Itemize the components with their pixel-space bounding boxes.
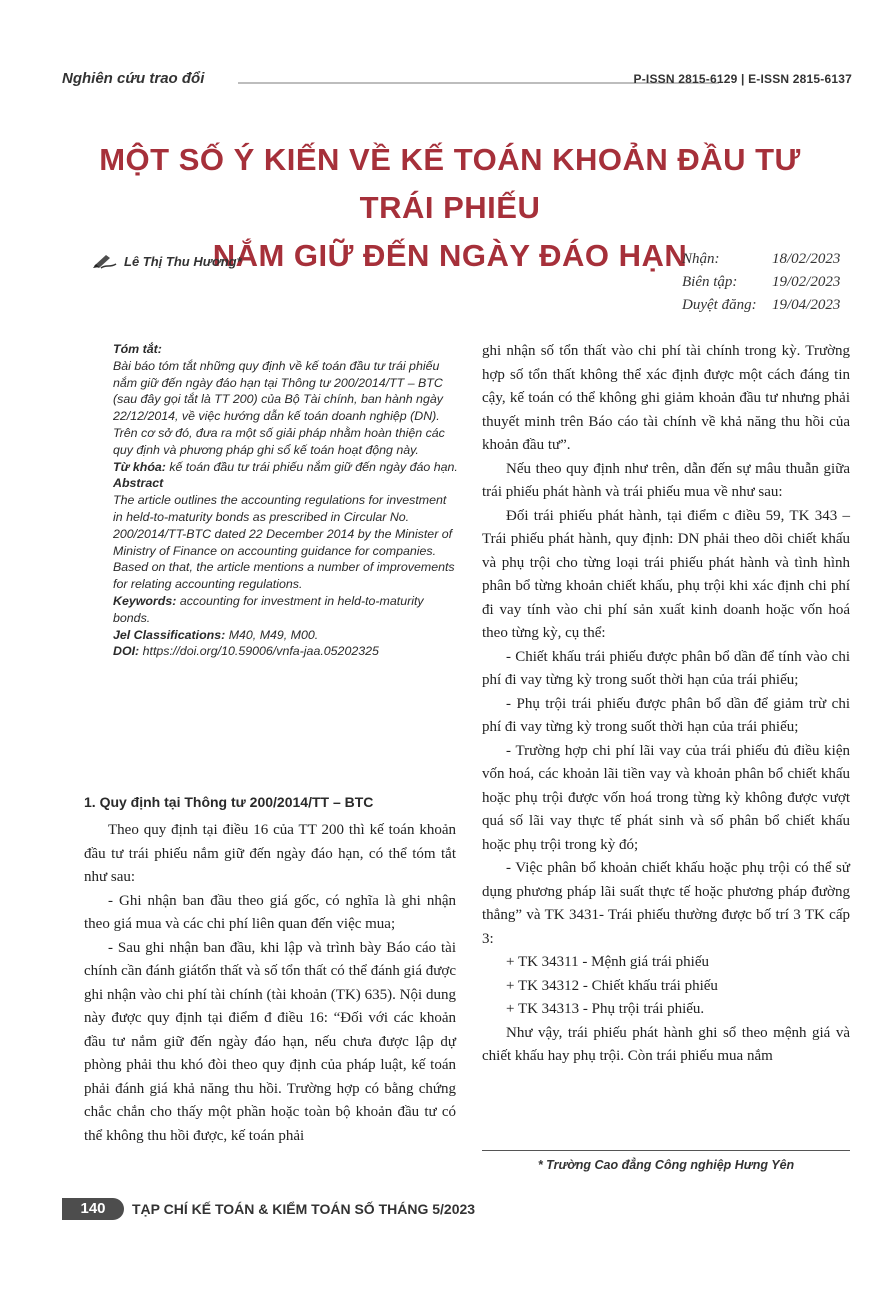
section-heading: 1. Quy định tại Thông tư 200/2014/TT – BTC: [84, 794, 374, 810]
pen-icon: [92, 252, 118, 270]
author-affiliation: * Trường Cao đẳng Công nghiệp Hưng Yên: [537, 1158, 795, 1172]
body-paragraph: - Trường hợp chi phí lãi vay của trái phiếu đủ điều kiện vốn hoá, các khoản lãi tiền vay và khoản phân bổ chiết khấu hoặc phụ trội được vốn hoá trong từng kỳ không được vượt quá số lãi vay thực tế phát sinh và số phân bổ chiết khấu hoặc phụ trội trong kỳ đó;: [482, 742, 850, 853]
keywords-en-label: Keywords:: [113, 593, 177, 608]
keywords-en-text: accounting for investment in held-to-maturity bonds.: [113, 593, 424, 625]
jel-codes: M40, M49, M00.: [228, 627, 319, 642]
abstract-text: The article outlines the accounting regulations for investment in held-to-maturity bonds as prescribed in Circular No. 200/2014/TT-BTC dated 22 December 2014 by the Minister of Ministry of Finance on accounting guidance for companies. Based on that, the article mentions a number of improvements for relating accounting regulations.: [113, 493, 455, 592]
approved-date: 19/04/2023: [772, 297, 841, 313]
issn-label: P-ISSN 2815-6129 | E-ISSN 2815-6137: [633, 72, 852, 86]
jel-label: Jel Classifications:: [113, 627, 226, 642]
author-row: [92, 252, 242, 270]
edited-date: 19/02/2023: [772, 274, 841, 290]
account-item: + TK 34312 - Chiết khấu trái phiếu: [506, 977, 718, 994]
keywords-vi-text: kế toán đầu tư trái phiếu nắm giữ đến ngày đáo hạn.: [169, 459, 458, 474]
edited-row: [682, 271, 862, 294]
doi-link[interactable]: https://doi.org/10.59006/vnfa-jaa.05202325: [142, 644, 379, 659]
account-item: + TK 34311 - Mệnh giá trái phiếu: [506, 954, 710, 970]
body-paragraph: ghi nhận số tổn thất vào chi phí tài chính trong kỳ. Trường hợp số tổn thất không thể xác định được một cách đáng tin cậy, kế toán có thể không ghi giảm khoản đầu tư nhưng phải thuyết minh trên Báo cáo tài chính về khả năng thu hồi của khoản đầu tư”.: [482, 343, 850, 453]
account-item: + TK 34313 - Phụ trội trái phiếu.: [506, 1001, 705, 1017]
article-dates: [682, 248, 862, 317]
abstract-block: [113, 341, 458, 660]
keywords-vi-label: Từ khóa:: [113, 459, 166, 474]
right-column: [482, 340, 850, 1069]
received-label: Nhận:: [682, 251, 720, 267]
journal-name: TẠP CHÍ KẾ TOÁN & KIỂM TOÁN SỐ THÁNG 5/2023: [132, 1201, 476, 1217]
body-paragraph: - Sau ghi nhận ban đầu, khi lập và trình bày Báo cáo tài chính cần đánh giátổn thất và số tổn thất có thể đánh giá được ghi nhận vào chi phí tài chính (tài khoản (TK) 635). Nội dung này được quy định tại điểm đ điều 16: “Đối với các khoản đầu tư nắm giữ đến ngày đáo hạn, nếu chưa được lập dự phòng phải thu khó đòi theo quy định của pháp luật, kế toán phải đánh giá khả năng thu hồi. Trường hợp có bằng chứng chắc chắn cho thấy một phần hoặc toàn bộ khoản đầu tư có thể không thu hồi được, kế toán phải: [84, 939, 456, 1144]
approved-label: Duyệt đăng:: [682, 297, 757, 313]
body-paragraph: - Phụ trội trái phiếu được phân bổ dần để giảm trừ chi phí đi vay từng kỳ trong suốt thời hạn của trái phiếu;: [482, 695, 850, 735]
approved-row: [682, 294, 862, 317]
received-date: 18/02/2023: [772, 251, 841, 267]
body-paragraph: - Ghi nhận ban đầu theo giá gốc, có nghĩa là ghi nhận theo giá mua và các chi phí liên quan đến việc mua;: [84, 892, 456, 932]
body-paragraph: Theo quy định tại điều 16 của TT 200 thì kế toán khoản đầu tư trái phiếu nắm giữ đến ngày đáo hạn, có thể tóm tắt như sau:: [84, 822, 456, 885]
edited-label: Biên tập:: [682, 274, 738, 290]
section-label: Nghiên cứu trao đổi: [62, 70, 205, 87]
body-paragraph: Nếu theo quy định như trên, dẫn đến sự mâu thuẫn giữa trái phiếu phát hành và trái phiếu mua về như sau:: [482, 460, 850, 500]
body-paragraph: - Việc phân bổ khoản chiết khấu hoặc phụ trội có thể sử dụng phương pháp lãi suất thực tế hoặc phương pháp đường thẳng” và TK 3431- Trái phiếu thường được bố trí 3 TK cấp 3:: [482, 860, 850, 947]
summary-label: Tóm tắt:: [113, 342, 162, 356]
body-paragraph: Đối trái phiếu phát hành, tại điểm c điều 59, TK 343 – Trái phiếu phát hành, quy định: DN phải theo dõi chiết khấu và phụ trội cho từng loại trái phiếu phát hành và tình hình phân bổ từng khoản chiết khấu, phụ trội khi xác định chi phí đi vay tính vào chi phí sản xuất kinh doanh hoặc vốn hoá theo từng kỳ, cụ thể:: [482, 507, 850, 641]
page-number: 140: [62, 1198, 124, 1220]
author-name: Lê Thị Thu Hương*: [124, 253, 242, 269]
title-line-2: NẮM GIỮ ĐẾN NGÀY ĐÁO HẠN: [212, 238, 688, 273]
summary-text: Bài báo tóm tắt những quy định về kế toán đầu tư trái phiếu nắm giữ đến ngày đáo hạn tại Thông tư 200/2014/TT – BTC (sau đây gọi tắt là TT 200) của Bộ Tài chính, ban hành ngày 22/12/2014, về việc hướng dẫn kế toán doanh nghiệp (DN). Trên cơ sở đó, đưa ra một số giải pháp nhằm hoàn thiện các quy định và phương pháp ghi sổ kế toán hoạt động này.: [113, 358, 445, 457]
doi-label: DOI:: [113, 644, 140, 659]
left-column: [84, 819, 456, 1148]
body-paragraph: Như vậy, trái phiếu phát hành ghi sổ theo mệnh giá và chiết khấu hay phụ trội. Còn trái phiếu mua nắm: [482, 1024, 850, 1064]
received-row: [682, 248, 862, 271]
body-paragraph: - Chiết khấu trái phiếu được phân bổ dần để tính vào chi phí đi vay từng kỳ trong suốt thời hạn của trái phiếu;: [482, 648, 850, 688]
title-line-1: MỘT SỐ Ý KIẾN VỀ KẾ TOÁN KHOẢN ĐẦU TƯ TRÁI PHIẾU: [99, 142, 801, 225]
abstract-label: Abstract: [113, 476, 164, 491]
footnote-divider: [482, 1150, 850, 1151]
